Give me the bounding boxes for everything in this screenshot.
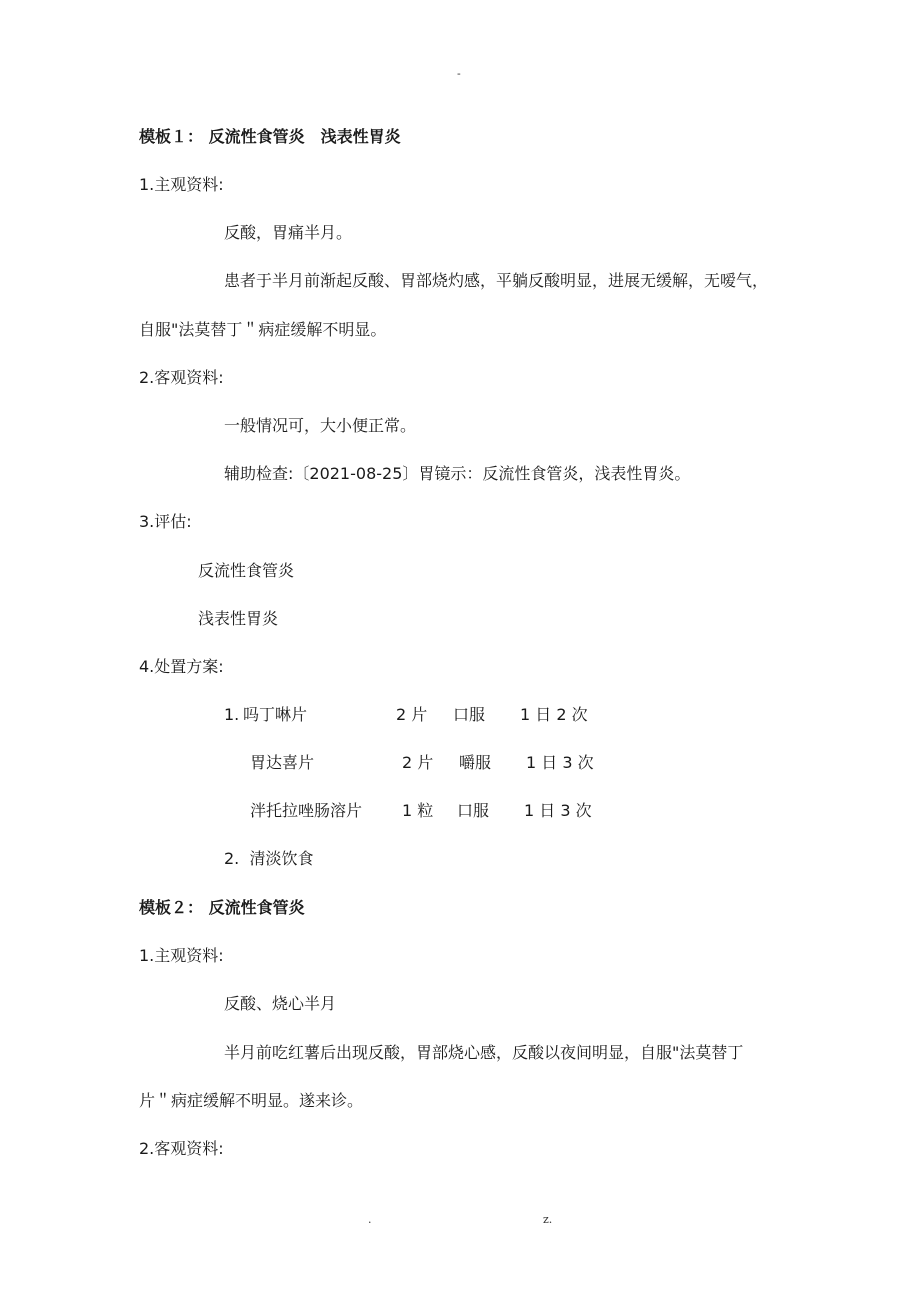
template2-history-line2: 片＂病症缓解不明显。遂来诊。 [139,1091,364,1110]
template1-plan-item2: 2. 清淡饮食 [224,849,314,868]
medication-route: 嚼服 [459,753,492,772]
medication-frequency: 1 日 3 次 [526,753,594,772]
medication-route: 口服 [453,705,486,724]
template1-objective-label: 2.客观资料: [139,368,224,387]
medication-route: 口服 [457,801,490,820]
template2-objective-label: 2.客观资料: [139,1139,224,1158]
template1-chief-complaint: 反酸，胃痛半月。 [224,223,353,242]
page-footer-right: z. [543,1213,553,1226]
medication-number: 1. [224,705,240,724]
template2-title: 模板２： 反流性食管炎 [139,898,305,917]
template1-title: 模板１： 反流性食管炎 浅表性胃炎 [139,127,401,146]
page-footer-left: . [368,1213,372,1226]
medication-frequency: 1 日 2 次 [520,705,588,724]
template1-diagnosis-2: 浅表性胃炎 [198,609,279,628]
template1-plan-label: 4.处置方案: [139,657,224,676]
template1-assessment-label: 3.评估: [139,512,192,531]
page-header-mark: - [457,67,461,80]
medication-frequency: 1 日 3 次 [524,801,592,820]
medication-dose: 1 粒 [402,801,434,820]
medication-dose: 2 片 [402,753,434,772]
template2-history-line1: 半月前吃红薯后出现反酸，胃部烧心感，反酸以夜间明显，自服"法莫替丁 [224,1043,744,1062]
template1-history-line2: 自服"法莫替丁＂病症缓解不明显。 [139,320,387,339]
template1-general: 一般情况可，大小便正常。 [224,416,417,435]
template1-history-line1: 患者于半月前渐起反酸、胃部烧灼感，平躺反酸明显，进展无缓解，无嗳气， [224,271,769,290]
template1-diagnosis-1: 反流性食管炎 [198,561,295,580]
medication-dose: 2 片 [396,705,428,724]
medication-name: 胃达喜片 [250,753,315,772]
medication-name: 泮托拉唑肠溶片 [250,801,363,820]
template1-subjective-label: 1.主观资料: [139,175,224,194]
template1-aux-exam: 辅助检查:〔2021-08-25〕胃镜示：反流性食管炎，浅表性胃炎。 [224,464,691,483]
medication-name: 吗丁啉片 [243,705,308,724]
template2-subjective-label: 1.主观资料: [139,946,224,965]
template2-chief-complaint: 反酸、烧心半月 [224,994,337,1013]
